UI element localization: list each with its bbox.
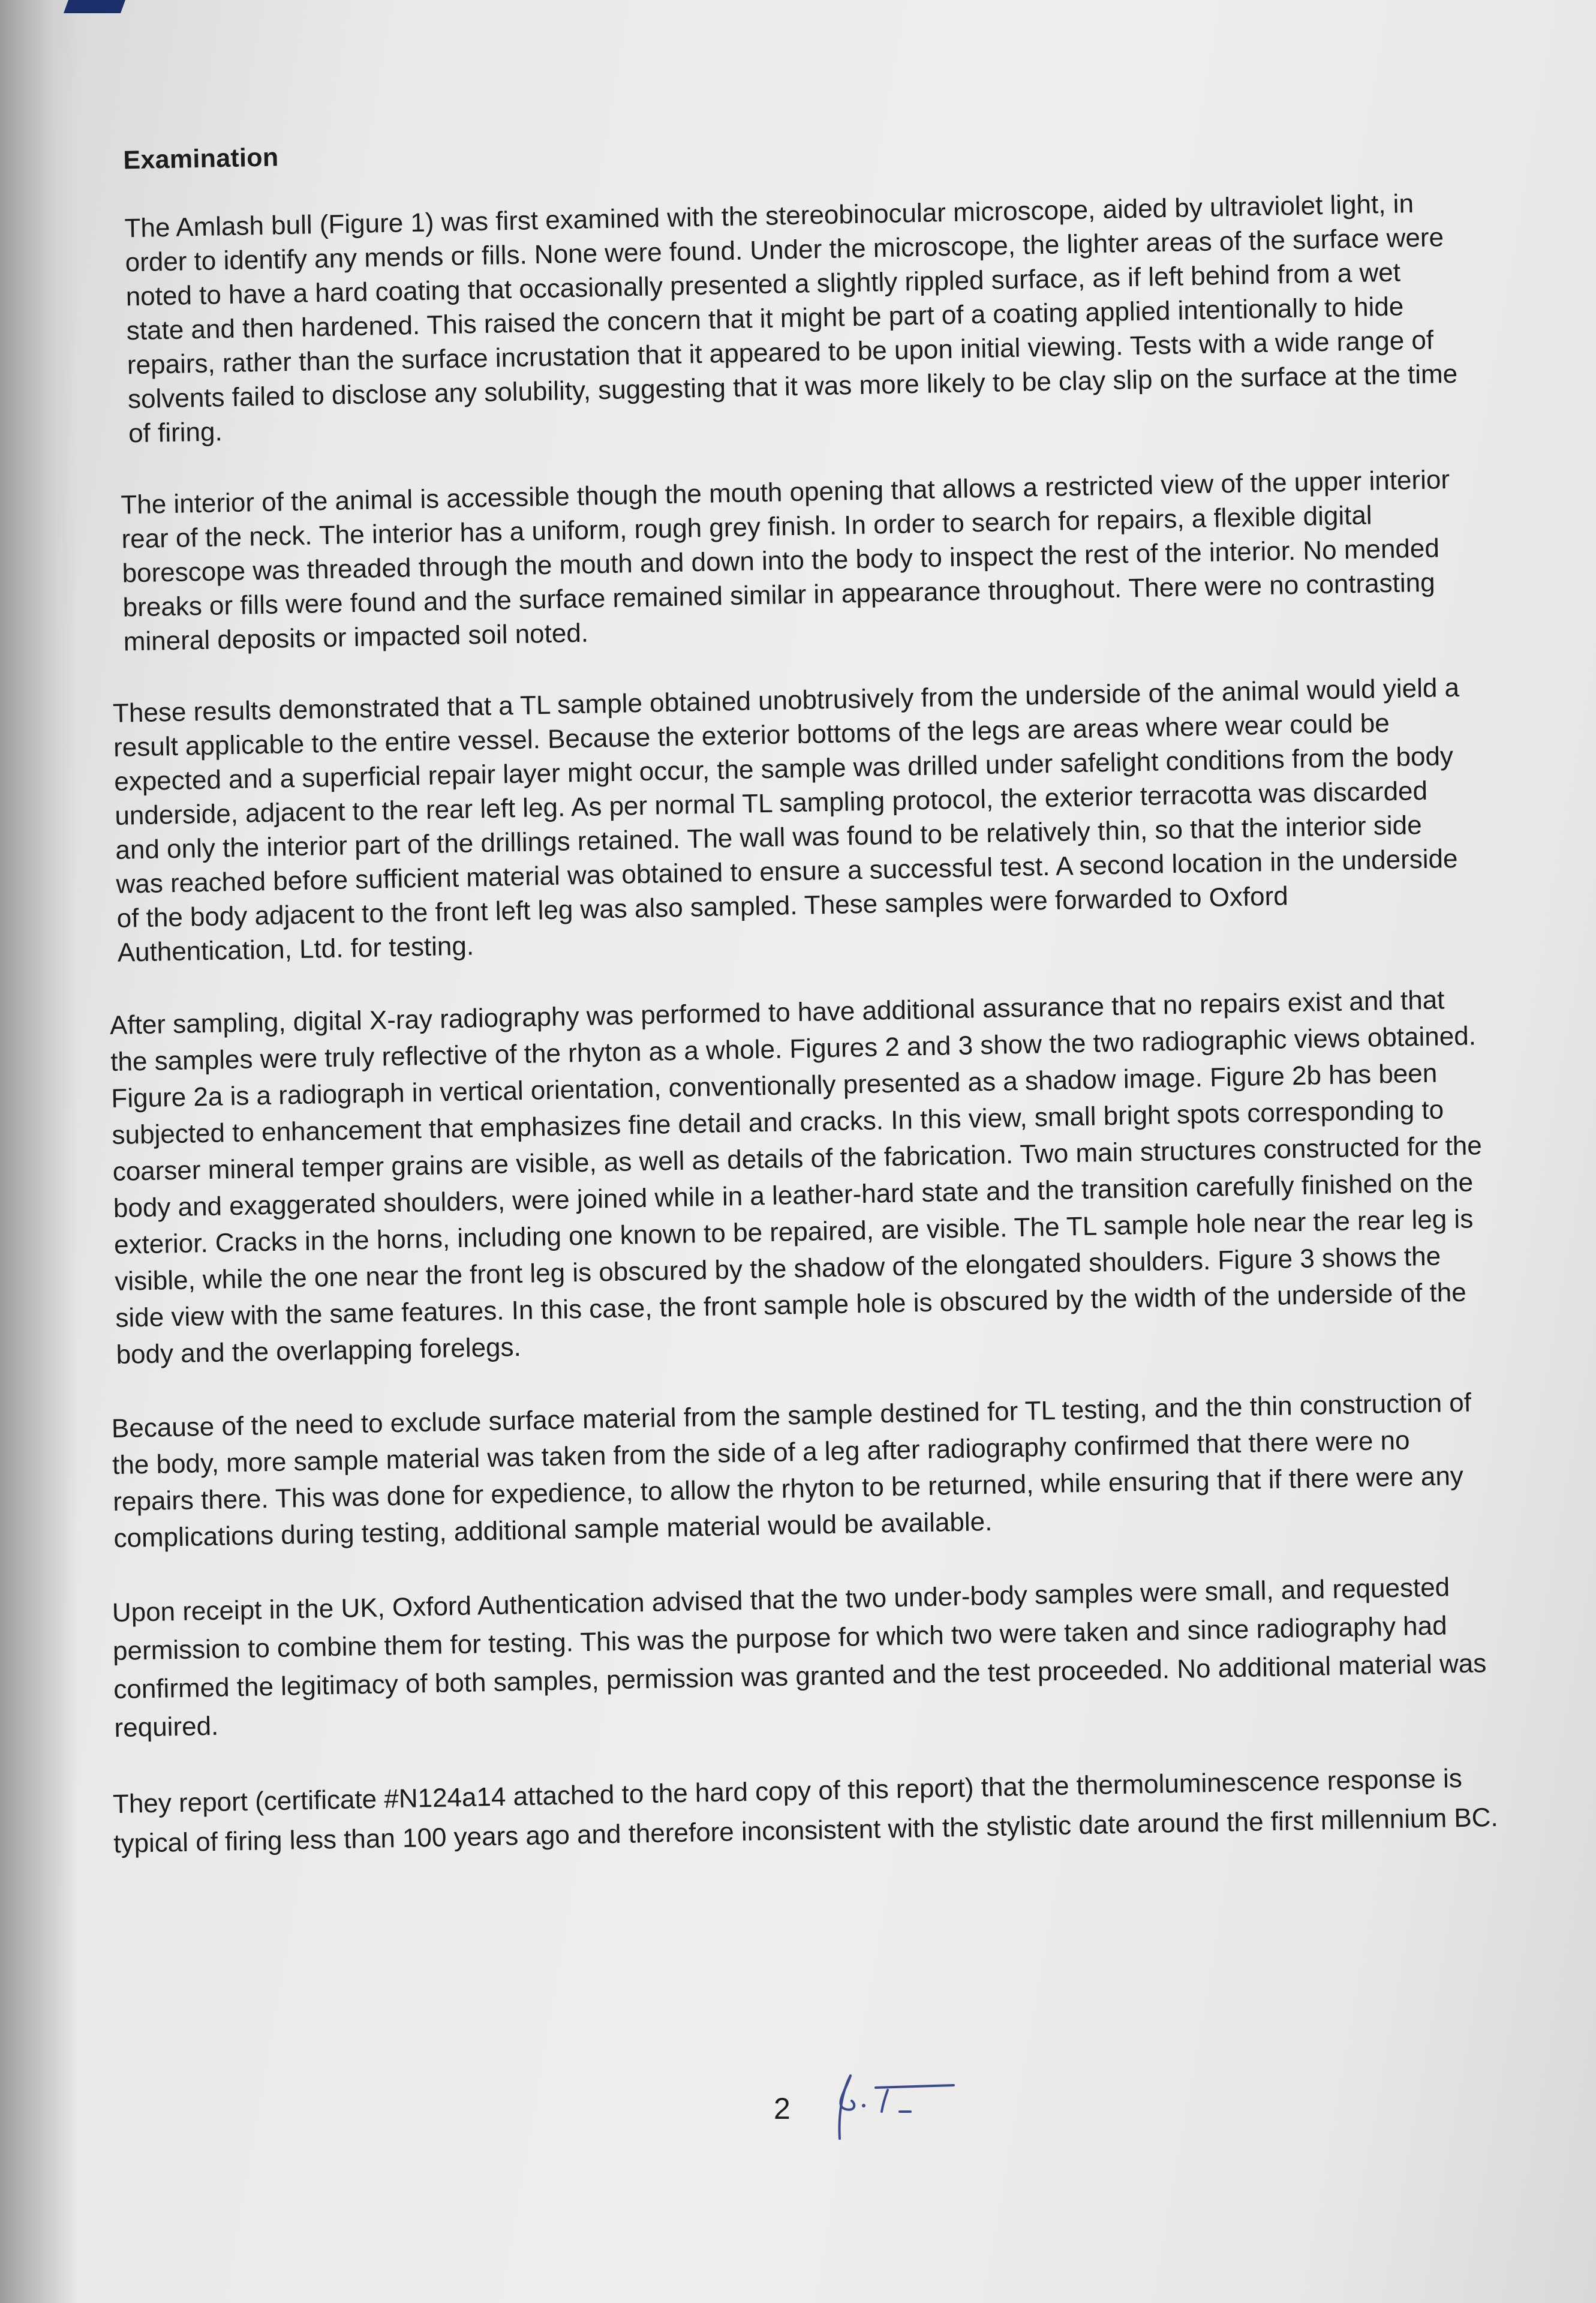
paragraph-radiography: After sampling, digital X-ray radiography was performed to have additional assurance that no repairs exist and that the samples were truly reflective of the rhyton as a whole. Figures 2 and 3 show the two radiographic views obtained. Figure 2a is a radiograph in vertical orientation, conventionally presented as a shadow image. Figure 2b has been subjected to enhancement that emphasizes fine detail and cracks. In this view, small bright spots corresponding to coarser mineral temper grains are visible, as well as details of the fabrication. Two main structures constructed for the body and exaggerated shoulders, were joined while in a leather-hard state and the transition carefully finished on the exterior. Cracks in the horns, including one known to be repaired, are visible. The TL sample hole near the rear leg is visible, while the one near the front leg is obscured by the shadow of the elongated shoulders. Figure 3 shows the side view with the same features. In this case, the front sample hole is obscured by the width of the underside of the body and the overlapping forelegs. [109,985,1483,1370]
section-heading: Examination [122,143,279,175]
paragraph-additional-sample: Because of the need to exclude surface material from the sample destined for TL testing, and the thin construction of the body, more sample material was taken from the side of a leg after radiography confirmed that there were no repairs there. This was done for expedience, to allow the rhyton to be returned, while ensuring that if there were any complications during testing, additional sample material would be available. [111,1388,1472,1554]
page-number: 2 [774,2092,791,2125]
handwritten-initials [828,2070,978,2142]
binding-shadow [0,0,78,2303]
paragraph-tl-result: They report (certificate #N124a14 attached to the hard copy of this report) that the thermoluminescence response is typical of firing less than 100 years ago and therefore inconsistent with the stylistic date around the first millennium BC. [112,1764,1499,1859]
binder-tab [64,0,125,13]
paragraph-visual-examination: The Amlash bull (Figure 1) was first examined with the stereobinocular microscope, aided by ultraviolet light, in order to identify any mends or fills. None were found. Under the microscope, the lighter areas of the surface were noted to have a hard coating that occasionally presented a slightly rippled surface, as if left behind from a wet state and then hardened. This raised the concern that it might be part of a coating applied intentionally to hide repairs, rather than the surface incrustation that it appeared to be upon initial viewing. Tests with a wide range of solvents failed to disclose any solubility, suggesting that it was more likely to be clay slip on the surface at the time of firing. [124,189,1458,449]
page-footer [768,2070,1008,2154]
paragraph-interior-inspection: The interior of the animal is accessible though the mouth opening that allows a restricted view of the upper interior rear of the neck. The interior has a uniform, rough grey finish. In order to search for repairs, a flexible digital borescope was threaded through the mouth and down into the body to inspect the rest of the interior. No mended breaks or fills were found and the surface remained similar in appearance throughout. There were no contrasting mineral deposits or impacted soil noted. [121,465,1450,657]
document-page [72,120,1527,1902]
paragraph-oxford-testing: Upon receipt in the UK, Oxford Authentication advised that the two under-body samples were small, and requested permission to combine them for testing. This was the purpose for which two were taken and since radiography had confirmed the legitimacy of both samples, permission was granted and the test proceeded. No additional material was required. [112,1572,1487,1743]
paragraph-tl-sampling: These results demonstrated that a TL sample obtained unobtrusively from the underside of the animal would yield a result applicable to the entire vessel. Because the exterior bottoms of the legs are areas where wear could be expected and a superficial repair layer might occur, the sample was drilled under safelight conditions from the body underside, adjacent to the rear left leg. As per normal TL sampling protocol, the exterior terracotta was discarded and only the interior part of the drillings retained. The wall was found to be relatively thin, so that the interior side was reached before sufficient material was obtained to ensure a successful test. A second location in the underside of the body adjacent to the front left leg was also sampled. These samples were forwarded to Oxford Authentication, Ltd. for testing. [112,672,1460,968]
